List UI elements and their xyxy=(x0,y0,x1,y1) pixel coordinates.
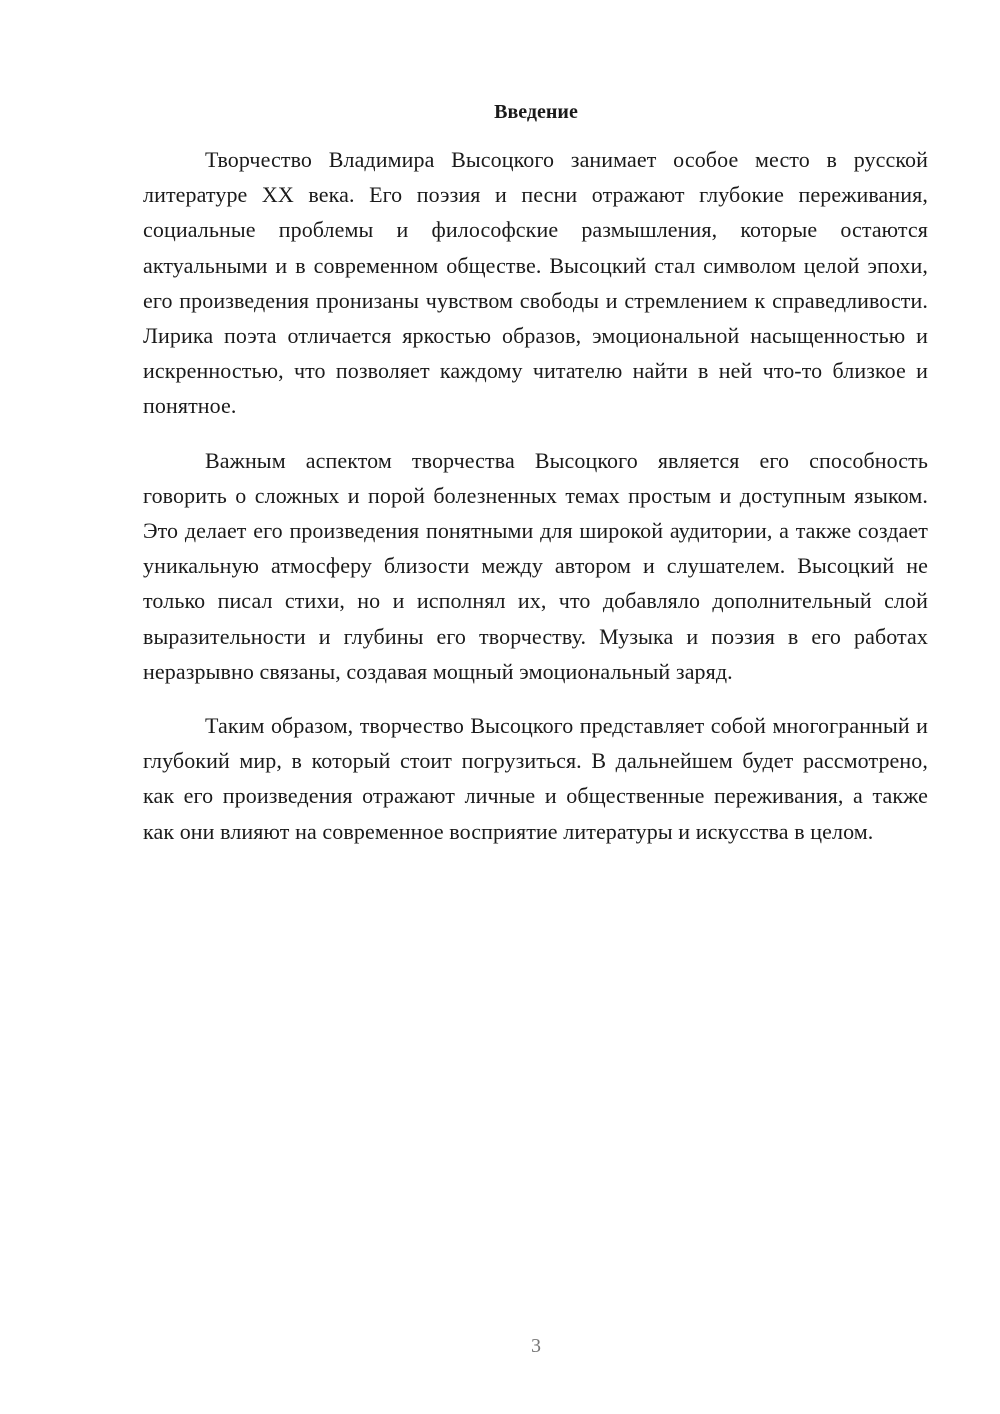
paragraph-2: Важным аспектом творчества Высоцкого является его способность говорить о сложных и порой болезненных темах простым и доступным языком. Это делает его произведения понятными для широкой аудитории, а также создает уникальную атмосферу близости между автором и слушателем. Высоцкий не только писал стихи, но и исполнял их, что добавляло дополнительный слой выразительности и глубины его творчеству. Музыка и поэзия в его работах неразрывно связаны, создавая мощный эмоциональный заряд. xyxy=(143,447,928,684)
body-text xyxy=(143,142,928,868)
page-number: 3 xyxy=(531,1335,541,1357)
paragraph-3: Таким образом, творчество Высоцкого представляет собой многогранный и глубокий мир, в который стоит погрузиться. В дальнейшем будет рассмотрено, как его произведения отражают личные и общественные переживания, а также как они влияют на современное восприятие литературы и искусства в целом. xyxy=(143,713,928,844)
paragraph-1: Творчество Владимира Высоцкого занимает особое место в русской литературе XX века. Его поэзия и песни отражают глубокие переживания, социальные проблемы и философские размышления, которые остаются актуальными и в современном обществе. Высоцкий стал символом целой эпохи, его произведения пронизаны чувством свободы и стремлением к справедливости. Лирика поэта отличается яркостью образов, эмоциональной насыщенностью и искренностью, что позволяет каждому читателю найти в ней что-то близкое и понятное. xyxy=(143,147,928,419)
section-heading: Введение xyxy=(494,101,578,123)
